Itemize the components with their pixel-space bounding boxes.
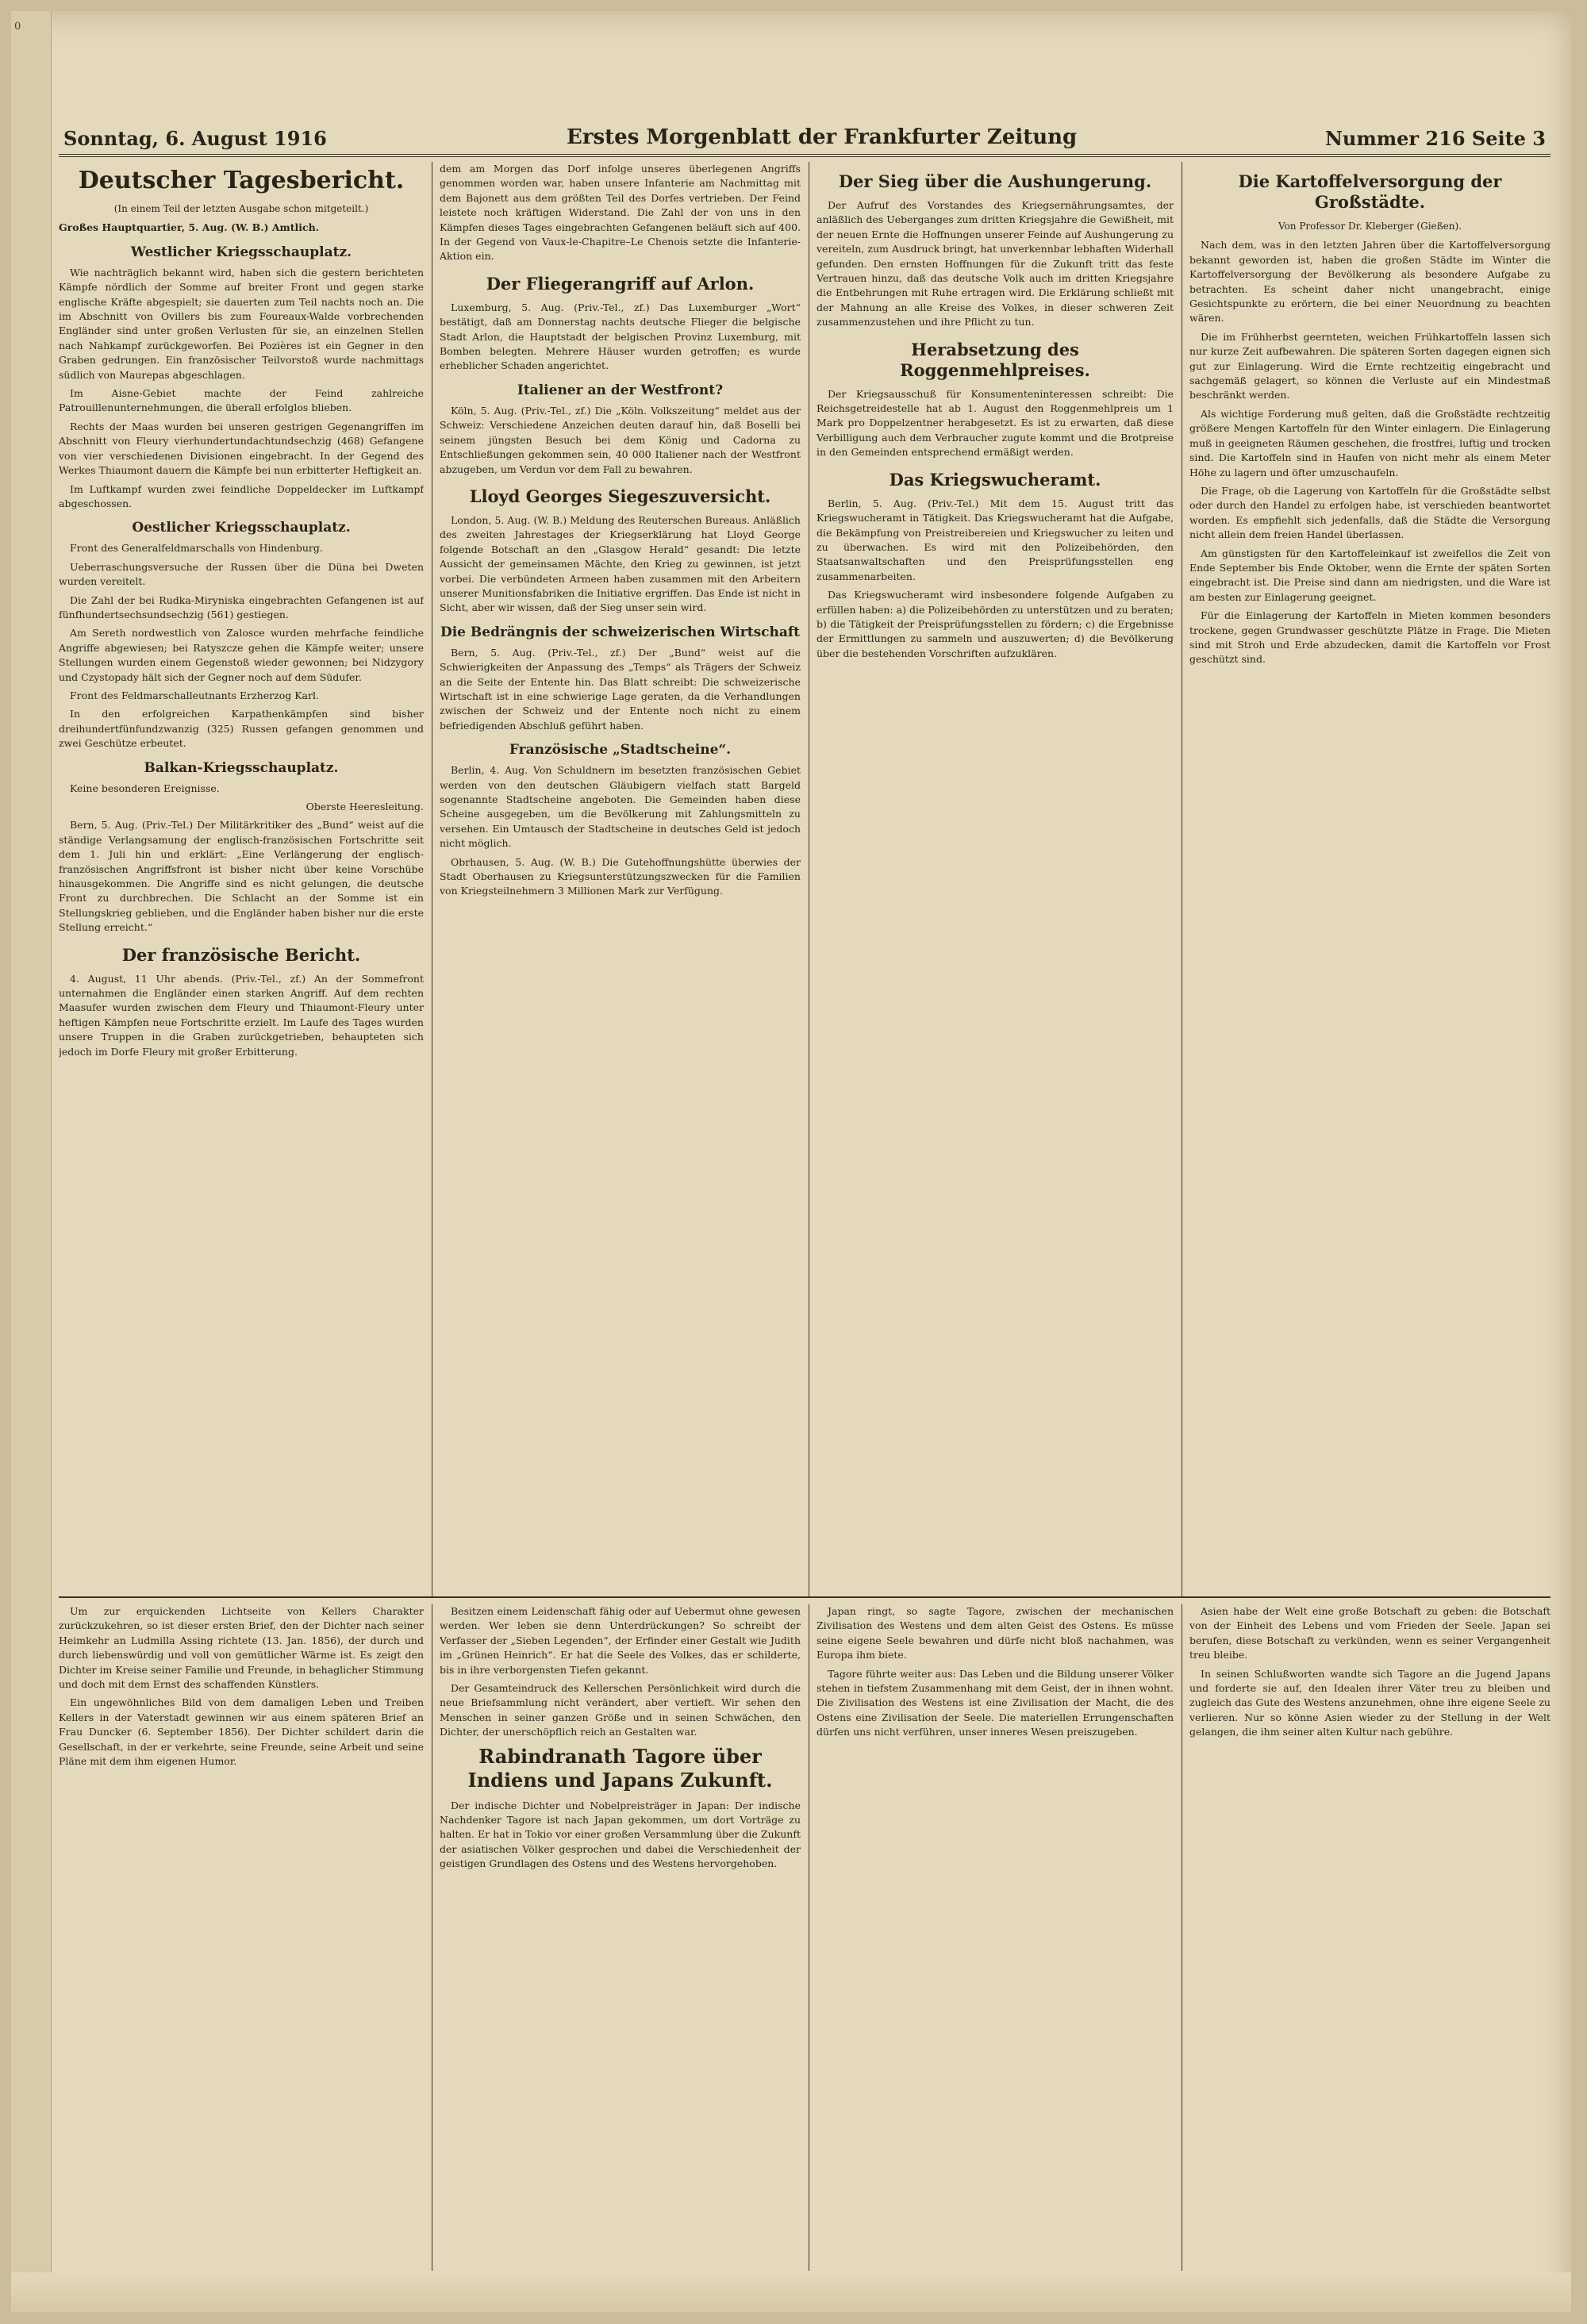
subheading-italians: Italiener an der Westfront? bbox=[517, 382, 724, 398]
paragraph: Front des Generalfeldmarschalls von Hindenburg. bbox=[70, 542, 323, 555]
issue-date: Sonntag, 6. August 1916 bbox=[63, 127, 327, 150]
column-4 bbox=[1189, 162, 1550, 1590]
paragraph: Front des Feldmarschalleutnants Erzherzog Karl. bbox=[70, 689, 319, 701]
paragraph: Besitzen einem Leidenschaft fähig oder auf Uebermut ohne gewesen werden. Wer leben sie denn Unterdrückungen? So schreibt der Verfasser der „Sieben Legenden“, der Erfinder einer Gestalt wie Judith im „Grünen Heinrich“. Er hat die Seele des Volkes, das er schilderte, bis in ihre verborgensten Tiefen gekannt. bbox=[440, 1605, 801, 1676]
page-bottom-edge bbox=[11, 2272, 1571, 2312]
paragraph: Im Luftkampf wurden zwei feindliche Doppeldecker im Luftkampf abgeschossen. bbox=[59, 482, 424, 509]
paragraph: Berlin, 5. Aug. (Priv.-Tel.) Mit dem 15. August tritt das Kriegswucheramt in Tätigkeit. Das Kriegswucheramt hat die Aufgabe, die Bekämpfung von Preistreibereien und Kriegswucher zu leiten und zu überwachen. Es wird mit den Polizeibehörden, den Staatsanwaltschaften und den Preisprüfungsstellen eng zusammenarbeiten. bbox=[817, 497, 1174, 582]
section-west: Westlicher Kriegsschauplatz. bbox=[130, 244, 352, 260]
feuilleton-divider bbox=[59, 1596, 1550, 1598]
subheading-french-report: Der französische Bericht. bbox=[121, 944, 361, 965]
paragraph: London, 5. Aug. (W. B.) Meldung des Reuterschen Bureaus. Anläßlich des zweiten Jahrestages der Kriegserklärung hat Lloyd George folgende Botschaft an den „Glasgow Herald“ gesandt: Die letzte Aussicht der gemeinsamen Mächte, den Krieg zu gewinnen, ist jetzt vorbei. Die verbündeten Armeen haben zusammen mit den Arbeitern unserer Munitionsfabriken die Initiative ergriffen. Das Ende ist nicht in Sicht, aber wir wissen, daß der Sieg unser sein wird. bbox=[440, 513, 801, 614]
feuilleton-column-1 bbox=[59, 1604, 424, 2271]
dek: (In einem Teil der letzten Ausgabe schon mitgeteilt.) bbox=[113, 203, 369, 214]
newspaper-page bbox=[11, 11, 1571, 2312]
adjacent-page-margin: 0 bbox=[11, 11, 52, 2312]
subheading-kartoffelversorgung: Die Kartoffelversorgung der Großstädte. bbox=[1238, 171, 1502, 212]
paragraph: Tagore führte weiter aus: Das Leben und die Bildung unserer Völker stehen in tiefstem Zusammenhang mit dem Geist, der in ihnen wohnt. Die Zivilisation des Westens ist eine Zivilisation der Macht, die des Ostens eine Zivilisation der Seele. Die materiellen Errungenschaften dürfen uns nicht verführen, unser inneres Wesen preiszugeben. bbox=[817, 1667, 1174, 1738]
page-header bbox=[59, 122, 1550, 157]
paragraph: Um zur erquickenden Lichtseite von Kellers Charakter zurückzukehren, so ist dieser ersten Brief, den der Dichter nach seiner Heimkehr an Ludmilla Assing richtete (13. Jan. 1856), der durch und durch liebenswürdig und voll von gemütlicher Wärme ist. Es zeigt den Dichter im Kreise seiner Familie und Freunde, in behaglicher Stimmung und doch mit dem Ernst des schaffenden Künstlers. bbox=[59, 1605, 424, 1691]
subheading-lloyd-george: Lloyd Georges Siegeszuversicht. bbox=[469, 486, 771, 506]
subheading-swiss-economy: Die Bedrängnis der schweizerischen Wirtschaft bbox=[440, 624, 801, 640]
subheading-roggenmehl: Herabsetzung des Roggenmehlpreises. bbox=[900, 339, 1090, 380]
page-number: Nummer 216 Seite 3 bbox=[1324, 127, 1546, 150]
section-balkan: Balkan-Kriegsschauplatz. bbox=[144, 759, 339, 776]
paragraph: Ueberraschungsversuche der Russen über die Düna bei Dweten wurden vereitelt. bbox=[59, 560, 424, 588]
paragraph: Der Kriegsausschuß für Konsumenteninteressen schreibt: Die Reichsgetreidestelle hat ab 1. August den Roggenmehlpreis um 1 Mark pro Doppelzentner herabgesetzt. Es ist zu erwarten, daß diese Verbilligung auch dem Verbraucher zugute kommt und die Brotpreise in den Gemeinden entsprechend ermäßigt werden. bbox=[817, 387, 1174, 459]
paragraph: Für die Einlagerung der Kartoffeln in Mieten kommen besonders trockene, gegen Grundwasser geschützte Plätze in Frage. Die Mieten sind mit Stroh und Erde abzudecken, damit die Kartoffeln vor Frost geschützt sind. bbox=[1189, 609, 1550, 666]
paragraph: Luxemburg, 5. Aug. (Priv.-Tel., zf.) Das Luxemburger „Wort“ bestätigt, daß am Donnerstag nachts deutsche Flieger die belgische Stadt Arlon, die Hauptstadt der belgischen Provinz Luxemburg, mit Bomben belegten. Mehrere Häuser wurden getroffen; es wurde erheblicher Schaden angerichtet. bbox=[440, 301, 801, 372]
paragraph: Wie nachträglich bekannt wird, haben sich die gestern berichteten Kämpfe nördlich der Somme auf breiter Front und gegen starke englische Kräfte abgespielt; sie dauerten zum Teil nachts noch an. Die im Abschnitt von Ovillers bis zum Foureaux-Walde vorbrechenden Engländer sind unter großen Verlusten für sie, an einzelnen Stellen nach Nahkampf zurückgeworfen. Bei Pozières ist ein Gegner in den Graben gedrungen. Ein französischer Teilvorstoß wurde nachmittags südlich von Maurepas abgeschlagen. bbox=[59, 266, 424, 381]
paragraph: Japan ringt, so sagte Tagore, zwischen der mechanischen Zivilisation des Westens und dem alten Geist des Ostens. Es müsse seine eigene Seele bewahren und dürfe nicht bloß nachahmen, was Europa ihm biete. bbox=[817, 1605, 1174, 1661]
paragraph: Das Kriegswucheramt wird insbesondere folgende Aufgaben zu erfüllen haben: a) die Polizeibehörden zu unterstützen und zu beraten; b) die Tätigkeit der Preisprüfungsstellen zu fördern; c) die Ergebnisse der Ermittlungen zu sammeln und auszuwerten; d) die Bevölkerung über die bestehenden Vorschriften aufzuklären. bbox=[817, 589, 1174, 659]
paragraph: Am günstigsten für den Kartoffeleinkauf ist zweifellos die Zeit von Ende September bis Ende Oktober, wenn die Ernte der späten Sorten eingebracht ist. Die Preise sind dann am niedrigsten, und die Ware ist am besten zur Einlagerung geeignet. bbox=[1189, 547, 1550, 603]
feuilleton-column-2 bbox=[440, 1604, 801, 2271]
paragraph: In den erfolgreichen Karpathenkämpfen sind bisher dreihundertfünfundzwanzig (325) Russen gefangen genommen und zwei Geschütze erbeutet. bbox=[59, 708, 424, 750]
paragraph: Rechts der Maas wurden bei unseren gestrigen Gegenangriffen im Abschnitt von Fleury vierhundertundachtundsechzig (468) Gefangene von vier verschiedenen Divisionen eingebracht. In der Gegend des Werkes Thiaumont dauern die Kämpfe bei nun erbitterter Heftigkeit an. bbox=[59, 420, 424, 477]
paragraph: Der Gesamteindruck des Kellerschen Persönlichkeit wird durch die neue Briefsammlung nicht verändert, aber vertieft. Wir sehen den Menschen in seiner ganzen Größe und in seinen Schwächen, den Dichter, der unerschöpflich reich an Gestalten war. bbox=[440, 1682, 801, 1738]
dateline: Großes Hauptquartier, 5. Aug. (W. B.) Amtlich. bbox=[59, 221, 320, 234]
feuilleton-column-4 bbox=[1189, 1604, 1550, 2271]
headline-tagesbericht: Deutscher Tagesbericht. bbox=[78, 167, 405, 194]
section-east: Oestlicher Kriegsschauplatz. bbox=[132, 520, 351, 536]
paragraph: Nach dem, was in den letzten Jahren über die Kartoffelversorgung bekannt geworden ist, haben die großen Städte im Winter die Kartoffelversorgung der Bevölkerung als besondere Aufgabe zu betrachten. Es scheint daher nicht unangebracht, einige Gesichtspunkte zu erörtern, die bei einer Neuordnung zu beachten wären. bbox=[1189, 239, 1550, 325]
subheading-stadtscheine: Französische „Stadtscheine“. bbox=[509, 742, 732, 759]
paragraph: Die Zahl der bei Rudka-Miryniska eingebrachten Gefangenen ist auf fünfhundertsechsundsechzig (561) gestiegen. bbox=[59, 593, 424, 620]
paragraph: In seinen Schlußworten wandte sich Tagore an die Jugend Japans und forderte sie auf, den Idealen ihrer Väter treu zu bleiben und zugleich das Gute des Westens anzunehmen, ohne ihre eigene Seele zu verlieren. Nur so könne Asien wieder zu der Stellung in der Welt gelangen, die ihm seiner alten Kultur nach gebühre. bbox=[1189, 1667, 1550, 1738]
column-2 bbox=[440, 162, 801, 1590]
paragraph: Obrhausen, 5. Aug. (W. B.) Die Gutehoffnungshütte überwies der Stadt Oberhausen zu Kriegsunterstützungszwecken für die Familien von Kriegsteilnehmern 3 Millionen Mark zur Verfügung. bbox=[440, 855, 801, 897]
headline-tagore: Rabindranath Tagore über Indiens und Japans Zukunft. bbox=[467, 1744, 773, 1792]
subheading-aushungerung: Der Sieg über die Aushungerung. bbox=[838, 171, 1152, 191]
paragraph: Die Frage, ob die Lagerung von Kartoffeln für die Großstädte selbst oder durch den Handel zu erfolgen habe, ist verschieden beantwortet worden. Es empfiehlt sich jedenfalls, daß die Städte die Versorgung nicht allein dem freien Handel überlassen. bbox=[1189, 484, 1550, 541]
paragraph: Köln, 5. Aug. (Priv.-Tel., zf.) Die „Köln. Volkszeitung“ meldet aus der Schweiz: Verschiedene Anzeichen deuten darauf hin, daß Boselli bei seinem jüngsten Besuch bei dem König und Cadorna zu Entschließungen gekommen sein, 40 000 Italiener nach der Westfront abzugeben, um Verdun vor dem Fall zu bewahren. bbox=[440, 404, 801, 475]
paragraph: Als wichtige Forderung muß gelten, daß die Großstädte rechtzeitig größere Mengen Kartoffeln für den Winter einlagern. Die Einlagerung muß in geeigneten Räumen geschehen, die frostfrei, luftig und trocken sind. Die Kartoffeln sind in Haufen von nicht mehr als einem Meter Höhe zu lagern und öfter umzuschaufeln. bbox=[1189, 407, 1550, 478]
paragraph: Bern, 5. Aug. (Priv.-Tel., zf.) Der „Bund“ weist auf die Schwierigkeiten der Anpassung des „Temps“ als Trägers der Schweiz an die Seite der Entente hin. Das Blatt schreibt: Die schweizerische Wirtschaft ist in eine schwierige Lage geraten, da die Verhandlungen zwischen der Schweiz und der Entente noch nicht zu einem befriedigenden Abschluß geführt haben. bbox=[440, 646, 801, 732]
paragraph: Keine besonderen Ereignisse. bbox=[70, 782, 220, 794]
masthead: Erstes Morgenblatt der Frankfurter Zeitung bbox=[567, 125, 1078, 149]
byline: Von Professor Dr. Kleberger (Gießen). bbox=[1278, 221, 1462, 232]
paragraph: Bern, 5. Aug. (Priv.-Tel.) Der Militärkritiker des „Bund“ weist auf die ständige Verlangsamung der englisch-französischen Fortschritte seit dem 1. Juli hin und erklärt: „Eine Verlängerung der englisch-französischen Angriffsfront ist bisher nicht über keine Vorschübe hinausgekommen. Die Angriffe sind es nicht gelungen, die deutsche Front zu durchbrechen. Die Schlacht an der Somme ist ein Stellungskrieg geblieben, und die Engländer haben bisher nur die erste Stellung erreicht.“ bbox=[59, 819, 424, 934]
paragraph: Ein ungewöhnliches Bild von dem damaligen Leben und Treiben Kellers in der Vaterstadt gewinnen wir aus einem späteren Brief an Frau Duncker (6. September 1856). Der Dichter schildert darin die Gesellschaft, in der er verkehrte, seine Freunde, seine Arbeit und seine Pläne mit dem ihm eigenen Humor. bbox=[59, 1696, 424, 1768]
paragraph: Asien habe der Welt eine große Botschaft zu geben: die Botschaft von der Einheit des Lebens und vom Frieden der Seele. Japan sei berufen, diese Botschaft zu verkünden, wenn es seiner Vergangenheit treu bleibe. bbox=[1189, 1605, 1550, 1661]
paragraph: Im Aisne-Gebiet machte der Feind zahlreiche Patrouillenunternehmungen, die überall erfolglos blieben. bbox=[59, 387, 424, 414]
paragraph: 4. August, 11 Uhr abends. (Priv.-Tel., zf.) An der Sommefront unternahmen die Engländer einen starken Angriff. Auf dem rechten Maasufer wurden zwischen dem Fleury und Thiaumont-Fleury unter heftigen Kämpfen neue Fortschritte erzielt. Im Laufe des Tages wurden unsere Truppen in die Graben zurückgetrieben, behaupteten sich jedoch im Dorfe Fleury mit großer Erbitterung. bbox=[59, 972, 424, 1058]
feuilleton-column-3 bbox=[817, 1604, 1174, 2271]
paragraph: Berlin, 4. Aug. Von Schuldnern im besetzten französischen Gebiet werden von den deutschen Gläubigern vielfach statt Bargeld sogenannte Stadtscheine angeboten. Die Gemeinden haben diese Scheine ausgegeben, um die Bevölkerung mit Zahlungsmitteln zu versehen. Ein Umtausch der Stadtscheine in deutsches Geld ist jedoch nicht möglich. bbox=[440, 764, 801, 850]
paragraph: Die im Frühherbst geernteten, weichen Frühkartoffeln lassen sich nur kurze Zeit aufbewahren. Die späteren Sorten dagegen eignen sich gut zur Einlagerung. Wird die Ernte rechtzeitig eingebracht und sachgemäß gelagert, so können die Verluste auf ein Mindestmaß beschränkt werden. bbox=[1189, 330, 1550, 401]
paragraph: Der indische Dichter und Nobelpreisträger in Japan: Der indische Nachdenker Tagore ist nach Japan gekommen, um dort Vorträge zu halten. Er hat in Tokio vor einer großen Versammlung über die Zukunft der asiatischen Völker gesprochen und dabei die Verschiedenheit der geistigen Grundlagen des Ostens und des Westens hervorgehoben. bbox=[440, 1799, 801, 1870]
paragraph: Am Sereth nordwestlich von Zalosce wurden mehrfache feindliche Angriffe abgewiesen; bei Ratyszcze gehen die Kämpfe weiter; unsere Stellungen wurden einem Gegenstoß wieder gewonnen; bei Nidzygory und Czystopady hält sich der Gegner noch auf dem Südufer. bbox=[59, 627, 424, 683]
subheading-kriegswucheramt: Das Kriegswucheramt. bbox=[889, 469, 1101, 490]
column-1 bbox=[59, 162, 424, 1590]
subheading-arlon: Der Fliegerangriff auf Arlon. bbox=[486, 273, 755, 294]
paragraph: Der Aufruf des Vorstandes des Kriegsernährungsamtes, der anläßlich des Ueberganges zum dritten Kriegsjahre die Gewißheit, mit der neuen Ernte die Hoffnungen unserer Feinde auf Aushungerung zu vereiteln, zum Ausdruck bringt, hat unverkennbar lebhaften Widerhall gefunden. Den ernsten Hoffnungen für die Zukunft tritt das feste Vertrauen hinzu, daß das deutsche Volk auch im dritten Kriegsjahre die Entbehrungen mit Ruhe ertragen wird. Die Erklärung schließt mit der Mahnung an alle Kreise des Volkes, in dieser schweren Zeit zusammenzustehen und ihre Pflicht zu tun. bbox=[817, 199, 1174, 328]
signature: Oberste Heeresleitung. bbox=[305, 801, 424, 812]
column-3 bbox=[817, 162, 1174, 1590]
paragraph: dem am Morgen das Dorf infolge unseres überlegenen Angriffs genommen worden war, haben unsere Infanterie am Nachmittag mit dem Bajonett aus dem größten Teil des Dorfes vertrieben. Der Feind leistete noch kräftigen Widerstand. Die Zahl der von uns in den Kämpfen dieses Tages eingebrachten Gefangenen beläuft sich auf 400. In der Gegend von Vaux-le-Chapitre–Le Chenois setzte die Infanterie-Aktion ein. bbox=[440, 163, 801, 263]
